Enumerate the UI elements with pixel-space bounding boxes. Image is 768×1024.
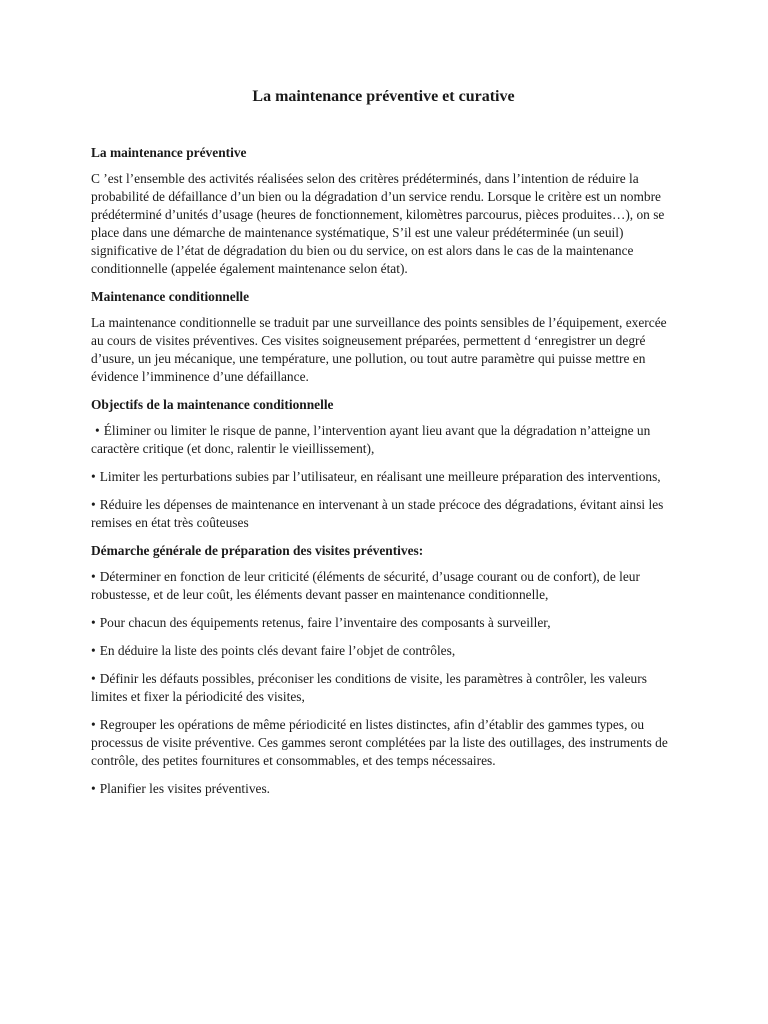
list-item-text: Éliminer ou limiter le risque de panne, l’intervention ayant lieu avant que la dégradation n’atteigne un caractère critique (et donc, ralentir le vieillissement), bbox=[91, 423, 651, 456]
list-item-text: En déduire la liste des points clés devant faire l’objet de contrôles, bbox=[99, 643, 456, 658]
paragraph-conditionnelle: La maintenance conditionnelle se traduit par une surveillance des points sensibles de l’équipement, exercée au cours de visites préventives. Ces visites soigneusement préparées, permettent d ‘enregistrer un degré d’usure, un jeu mécanique, une température, une pollution, ou tout autre paramètre qui puisse mettre en évidence l’imminence d’une défaillance. bbox=[91, 315, 667, 384]
list-item-text: Planifier les visites préventives. bbox=[99, 781, 271, 796]
list-item bbox=[91, 614, 676, 632]
list-item bbox=[91, 468, 676, 486]
list-item bbox=[91, 716, 676, 770]
list-item bbox=[91, 642, 676, 660]
section-heading-preventive: La maintenance préventive bbox=[91, 145, 247, 160]
document-title: La maintenance préventive et curative bbox=[252, 88, 515, 105]
list-item bbox=[91, 670, 676, 706]
list-item bbox=[91, 780, 676, 798]
list-item-text: Définir les défauts possibles, préconiser les conditions de visite, les paramètres à contrôler, les valeurs limites et fixer la périodicité des visites, bbox=[91, 671, 647, 704]
bullet-mark: • bbox=[95, 423, 100, 438]
section-heading-objectifs: Objectifs de la maintenance conditionnelle bbox=[91, 397, 334, 412]
bullet-mark: • bbox=[91, 643, 96, 658]
paragraph-preventive: C ’est l’ensemble des activités réalisées selon des critères prédéterminés, dans l’intention de réduire la probabilité de défaillance d’un bien ou la dégradation d’un service rendu. Lorsque le critère est un nombre prédéterminé d’unités d’usage (heures de fonctionnement, kilomètres parcourus, pièces produites…), on se place dans une démarche de maintenance systématique, S’il est une valeur prédéterminée (un seuil) significative de l’état de dégradation du bien ou du service, on est alors dans le cas de la maintenance conditionnelle (appelée également maintenance selon état). bbox=[91, 171, 665, 276]
bullet-mark: • bbox=[91, 615, 96, 630]
list-item bbox=[91, 568, 676, 604]
list-item-text: Regrouper les opérations de même périodicité en listes distinctes, afin d’établir des gammes types, ou processus de visite préventive. Ces gammes seront complétées par la liste des outillages, des instruments de contrôle, des petites fournitures et consommables, et des temps nécessaires. bbox=[91, 717, 668, 768]
bullet-mark: • bbox=[91, 671, 96, 686]
section-heading-demarche: Démarche générale de préparation des visites préventives: bbox=[91, 543, 424, 558]
list-item bbox=[91, 422, 676, 458]
bullet-mark: • bbox=[91, 469, 96, 484]
list-item-text: Limiter les perturbations subies par l’utilisateur, en réalisant une meilleure préparation des interventions, bbox=[99, 469, 661, 484]
bullet-mark: • bbox=[91, 569, 96, 584]
bullet-mark: • bbox=[91, 781, 96, 796]
section-heading-conditionnelle: Maintenance conditionnelle bbox=[91, 289, 250, 304]
document-page bbox=[91, 86, 676, 808]
bullet-mark: • bbox=[91, 497, 96, 512]
bullet-mark: • bbox=[91, 717, 96, 732]
list-item-text: Pour chacun des équipements retenus, faire l’inventaire des composants à surveiller, bbox=[99, 615, 551, 630]
list-item-text: Déterminer en fonction de leur criticité (éléments de sécurité, d’usage courant ou de confort), de leur robustesse, et de leur coût, les éléments devant passer en maintenance conditionnelle, bbox=[91, 569, 640, 602]
list-item bbox=[91, 496, 676, 532]
list-item-text: Réduire les dépenses de maintenance en intervenant à un stade précoce des dégradations, évitant ainsi les remises en état très coûteuses bbox=[91, 497, 664, 530]
